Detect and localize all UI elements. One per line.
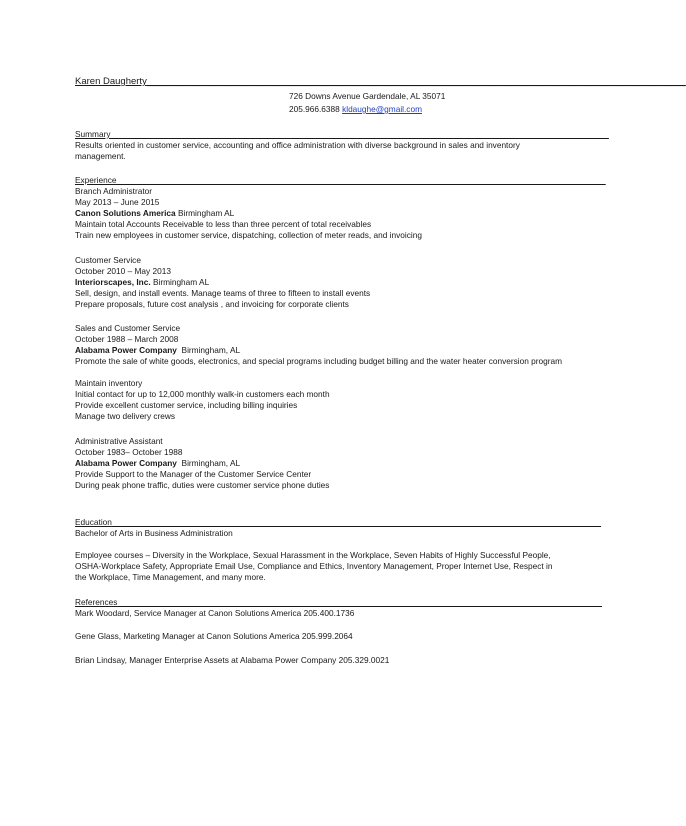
job-duty: Maintain inventory [75,378,143,388]
company-location: Birmingham AL [152,277,210,287]
name-heading: Karen Daugherty______________________________________________________________________________________________________ [75,76,686,87]
job-duty: Sell, design, and install events. Manage teams of three to fifteen to install events [75,288,371,298]
degree: Bachelor of Arts in Business Administration [75,528,233,538]
job-duty: Provide Support to the Manager of the Customer Service Center [75,469,312,479]
job-dates: October 1983– October 1988 [75,447,183,457]
job-duty: Prepare proposals, future cost analysis , and invoicing for corporate clients [75,299,349,309]
job-title: Sales and Customer Service [75,323,181,333]
job-duty: Provide excellent customer service, including billing inquiries [75,400,298,410]
job-employer [75,277,209,288]
job-dates: October 1988 – March 2008 [75,334,179,344]
job-dates: May 2013 – June 2015 [75,197,160,207]
company-location: Birmingham AL [177,208,235,218]
job-employer [75,208,234,219]
reference-item: Brian Lindsay, Manager Enterprise Assets at Alabama Power Company 205.329.0021 [75,655,390,665]
job-employer [75,458,240,469]
job-duty: Promote the sale of white goods, electronics, and special programs including budget billing and the water heater conversion program [75,356,563,366]
job-duty: Initial contact for up to 12,000 monthly walk-in customers each month [75,389,330,399]
job-dates: October 2010 – May 2013 [75,266,171,276]
reference-item: Mark Woodard, Service Manager at Canon Solutions America 205.400.1736 [75,608,355,618]
job-employer [75,345,240,356]
education-heading: Education__________________________________________________________________________________________________________ [75,517,602,527]
summary-heading: Summary____________________________________________________________________________________________________________ [75,129,609,139]
summary-text: Results oriented in customer service, accounting and office administration with diverse background in sales and inventory management. [75,140,520,161]
references-heading: References_________________________________________________________________________________________________________ [75,597,602,607]
experience-heading: Experience__________________________________________________________________________________________________________ [75,175,606,185]
job-title: Administrative Assistant [75,436,163,446]
company-name: Canon Solutions America [75,208,176,218]
company-name: Interiorscapes, Inc. [75,277,151,287]
job-duty: Manage two delivery crews [75,411,176,421]
reference-item: Gene Glass, Marketing Manager at Canon Solutions America 205.999.2064 [75,631,353,641]
company-name: Alabama Power Company [75,458,177,468]
job-title: Branch Administrator [75,186,153,196]
education-courses: Employee courses – Diversity in the Workplace, Sexual Harassment in the Workplace, Seven Habits of Highly Successful People, OSHA-Workplace Safety, Appropriate Email Use, Compliance and Ethics, Inventory Management, Proper Internet Use, Respect in the Workplace, Time Management, and many more. [75,550,553,582]
job-duty: Maintain total Accounts Receivable to less than three percent of total receivables [75,219,372,229]
company-location: Birmingham, AL [181,458,241,468]
job-duty: Train new employees in customer service, dispatching, collection of meter reads, and invoicing [75,230,422,240]
email-link[interactable]: kldaughe@gmail.com [342,104,422,114]
address: 726 Downs Avenue Gardendale, AL 35071 [289,91,446,101]
company-name: Alabama Power Company [75,345,177,355]
job-title: Customer Service [75,255,141,265]
contact-line [289,104,422,115]
phone: 205.966.6388 [289,104,340,114]
company-location: Birmingham, AL [181,345,241,355]
job-duty: During peak phone traffic, duties were customer service phone duties [75,480,330,490]
